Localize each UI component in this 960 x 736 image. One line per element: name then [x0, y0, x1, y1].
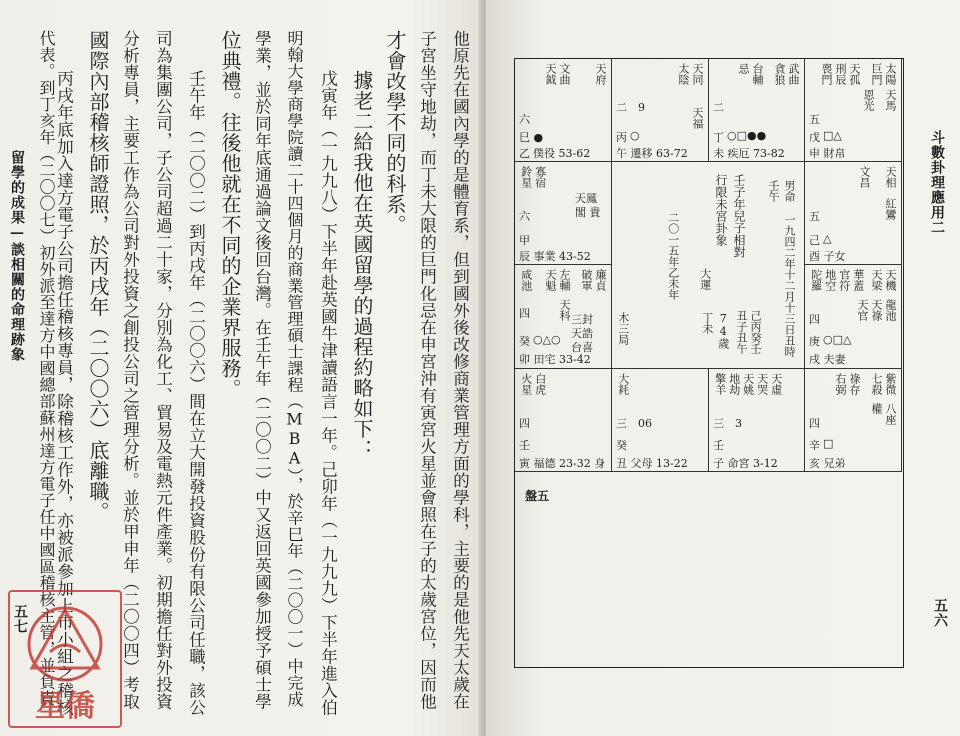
center-bureau: 木三局 — [616, 312, 630, 345]
text-column-4: 據老二給我他在英國留學的過程約略如下： — [350, 70, 374, 460]
center-col-4: 丑子丑午 — [735, 310, 748, 354]
palace-you: 天相 文昌 紅鸞 五 己 △ 酉 子女 — [805, 162, 902, 265]
center-birth: 一九四二年十二月十三日丑時 — [783, 214, 796, 357]
seal-logo-icon — [10, 592, 120, 726]
text-column-10: 司為集團公司，子公司超過二十家，分別為化工、貿易及電熱元件產業。初期擔任對外投資 — [153, 30, 173, 710]
palace-chou: 大耗 三 06 癸 丑 父母 13-22 — [612, 369, 709, 472]
center-col-3: 己丙癸壬 — [749, 310, 762, 354]
text-column-1: 他原先在國內學的是體育系，但到國外後改修商業管理方面的學科，主要的是他先天太歲在 — [450, 30, 470, 710]
text-column-7: 學業，並於同年底通過論文後回台灣。在壬午年（二〇〇二）中又返回英國參加授予碩士學 — [252, 30, 272, 710]
svg-text:星僑: 星僑 — [35, 689, 95, 724]
astrology-chart — [514, 58, 904, 668]
center-col-1: 壬子年兒子相對 — [732, 174, 746, 258]
palace-xu: 天機 天梁 龍池 天祿 天官 陀羅 地空 官符 華蓋 四 庚 ○□△ 戌 夫妻 — [805, 265, 902, 369]
text-column-3: 才會改學不同的科系。 — [383, 30, 407, 235]
palace-wu: 天同 太陰 天福 二 9 丙 ○ 午 遷移 63-72 — [612, 59, 709, 162]
text-column-8: 位典禮。往後他就在不同的企業界服務。 — [218, 30, 242, 399]
text-column-5: 戊寅年（一九九八）下半年赴英國牛津讀語言一年。己卯年（一九九九）下半年進入伯 — [318, 70, 338, 716]
text-column-11: 分析專員，主要工作為公司對外投資之創投公司之管理分析。並於甲申年（二〇〇四）考取 — [120, 30, 140, 710]
chart-caption: 盤五 — [525, 489, 550, 503]
text-column-13: 丙戌年底加入達方電子公司擔任稽核專員，除稽核工作外，亦被派參加上市小組之稽核 — [54, 70, 74, 716]
center-gender: 男命 — [783, 180, 796, 202]
palace-shen: 太陽 巨門 天孤 刑辰 喪門 恩光 天馬 五 戊 □△ 申 財帛 — [805, 59, 902, 162]
page-number-left: 五七 — [12, 604, 28, 634]
page-number-right: 五六 — [932, 598, 948, 628]
center-flow-year: 二〇一五年乙未年 — [666, 212, 680, 300]
palace-zi: 擎羊 地劫 天姚 天哭 天虛 三 3 壬 子 命宮 3-12 — [709, 369, 805, 472]
text-column-2: 子宮坐守地劫，而丁未大限的巨門化忌在申宮沖有寅宮火星並會照在子的太歲宮位，因而他 — [417, 30, 437, 710]
chart-center — [612, 162, 805, 369]
palace-chen: 鈴星 寡宿 天鳳閣 貴 六 甲 辰 事業 43-52 — [515, 162, 612, 265]
text-column-9: 壬午年（二〇〇二）到丙戌年（二〇〇六）間在立大開發投資股份有限公司任職，該公 — [186, 70, 206, 716]
text-column-14: 代表。到丁亥年（二〇〇七）初外派至達方中國總部蘇州達方電子任中國區稽核主管，並負責 — [37, 30, 56, 707]
palace-si: 天府 文曲 天鉞 六 巳 ● 乙 僕役 53-62 — [515, 59, 612, 162]
text-column-12: 國際內部稽核師證照，於丙戌年（二〇〇六）底離職。 — [86, 30, 110, 522]
palace-mao: 廉貞 破軍 左輔 天魁 咸池 天科 三封 天誥 台喜 四 癸 ○△○ 卯 田宅 33-42 — [515, 265, 612, 369]
center-dayun: 大運 — [698, 268, 712, 290]
palace-yin: 火星 白虎 四 壬 寅 福德 23-32 身 — [515, 369, 612, 472]
palace-hai: 紫微 七殺 八座 祿存 右弼 權 四 辛 □ 亥 兄弟 — [805, 369, 902, 472]
running-head-left: 留學的成果—談相關的命理跡象 — [9, 150, 25, 362]
palace-wei: 武曲 貪狼 台輔 忌 二 丁 ○□●● 未 疾厄 73-82 — [709, 59, 805, 162]
palace-grid — [515, 59, 902, 472]
running-head-right: 斗數卦理應用二 — [929, 130, 945, 235]
center-year-stem: 壬午 — [767, 180, 780, 202]
text-column-6: 明翰大學商學院讀二十四個月的商業管理碩士課程（MBA），於辛巳年（二〇〇一）中完成 — [285, 30, 304, 708]
center-dayun-stem: 丁未 — [700, 312, 714, 334]
center-col-2: 行限未宮卦象 — [714, 174, 728, 246]
center-age: 74歲 — [716, 312, 730, 349]
publisher-seal — [8, 590, 122, 728]
